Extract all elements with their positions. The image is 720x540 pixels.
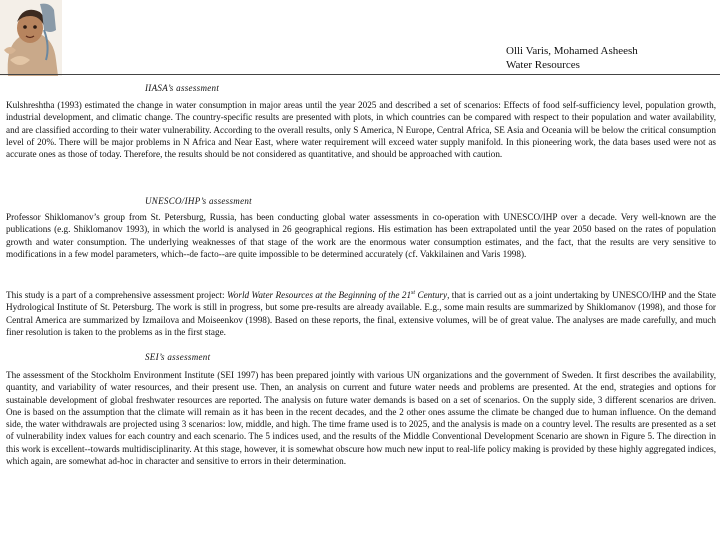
paragraph-unesco-1: Professor Shiklomanov’s group from St. Petersburg, Russia, has been conducting global water assessments in co-operation with UNESCO/IHP over a decade. Very well-known are the publications (e.g. Shiklomanov 1993), in which the world is analysed in 26 geographical regions. His estimation has been extrapolated until the year 2050 based on the rates of population growth and water consumption. The underlying weaknesses of that stage of the work are the enormous water consumption estimates, and the fact, that the results are very sensitive to modifications in a few model parameters, which--de facto--are quite impossible to be determined accurately (cf. Vakkilainen and Varis 1998). xyxy=(6,212,716,259)
section-title-sei: SEI’s assessment xyxy=(145,352,211,362)
paragraph-iiasa: Kulshreshtha (1993) estimated the change in water consumption in major areas until the year 2025 and described a set of scenarios: Effects of food self-sufficiency level, population growth, industrial development, and climatic change. The country-specific results are presented with plots, in which countries can be compared with respect to their population and water availability, and are classified according to their water vulnerability. According to the overall results, only S America, N Europe, Central Africa, SE Asia and Oceania will be below the critical consumption level of 20%. There will be major problems in N Africa and Near East, where water requirement will exceed water supply manifold. In this pioneering work, the data bases used were not as accurate ones as those of today. Therefore, the results should be not considered as quantitative, and should be approached with caution. xyxy=(6,100,716,160)
paragraph-sei: The assessment of the Stockholm Environment Institute (SEI 1997) has been prepared jointly with various UN organizations and the government of Sweden. It first describes the availability, quantity, and variability of water resources, and their present use. Then, an analysis on current and future water needs and problems are presented. At the end, strategies and options for sustainable development of global freshwater resources are reported. The analysis on future water demands is based on a set of scenarios. On the supply side, 3 different scenarios are driven. One is based on the assumption that the climate will remain as it has been in the recent decades, and the 2 other ones assume the climate be changed due to human influence. On the demand side, the water withdrawals are projected using 3 scenarios: low, middle, and high. The time frame used is to 2025, and the analysis is made on a country level. The results are presented as a set of vulnerability index values for each country and each scenario. The 5 indices used, and the results of the Middle Conventional Development Scenario are shown in Figure 5. The direction in this work is excellent--towards multidisciplinarity. At this stage, however, it is somewhat obscure how much new input to real-life policy making is provided by these highly aggregated indices, which again, are somewhat ad-hoc in character and sensitive to errors in their determination. xyxy=(6,370,716,467)
paragraph-unesco-2 xyxy=(6,289,716,338)
section-title-iiasa: IIASA’s assessment xyxy=(145,83,220,93)
p3-post: , that is carried out as a joint undertaking by UNESCO/IHP and the State Hydrological Institute of St. Petersburg. The work is still in progress, but some pre-results are already available. E.g., some main results are summarized by Shiklomanov (1998), and those for Central America are summarized by Izmailova and Moiseenkov (1998). Based on these reports, the final, extensive volumes, will be of great value. The analyses are made carefully, and much finer resolution is taken to the problems as in the first stage. xyxy=(6,290,717,337)
figure-with-water-jar-icon xyxy=(0,0,62,76)
header-authors xyxy=(506,44,638,72)
header-divider xyxy=(0,74,720,75)
section-title-unesco: UNESCO/IHP’s assessment xyxy=(145,196,252,206)
p3-book-title: World Water Resources at the Beginning of the 21st Century xyxy=(226,289,448,300)
header-subtitle: Water Resources xyxy=(506,59,580,71)
p3-pre: This study is a part of a comprehensive assessment project: xyxy=(6,290,227,300)
author-names: Olli Varis, Mohamed Asheesh xyxy=(506,45,638,57)
